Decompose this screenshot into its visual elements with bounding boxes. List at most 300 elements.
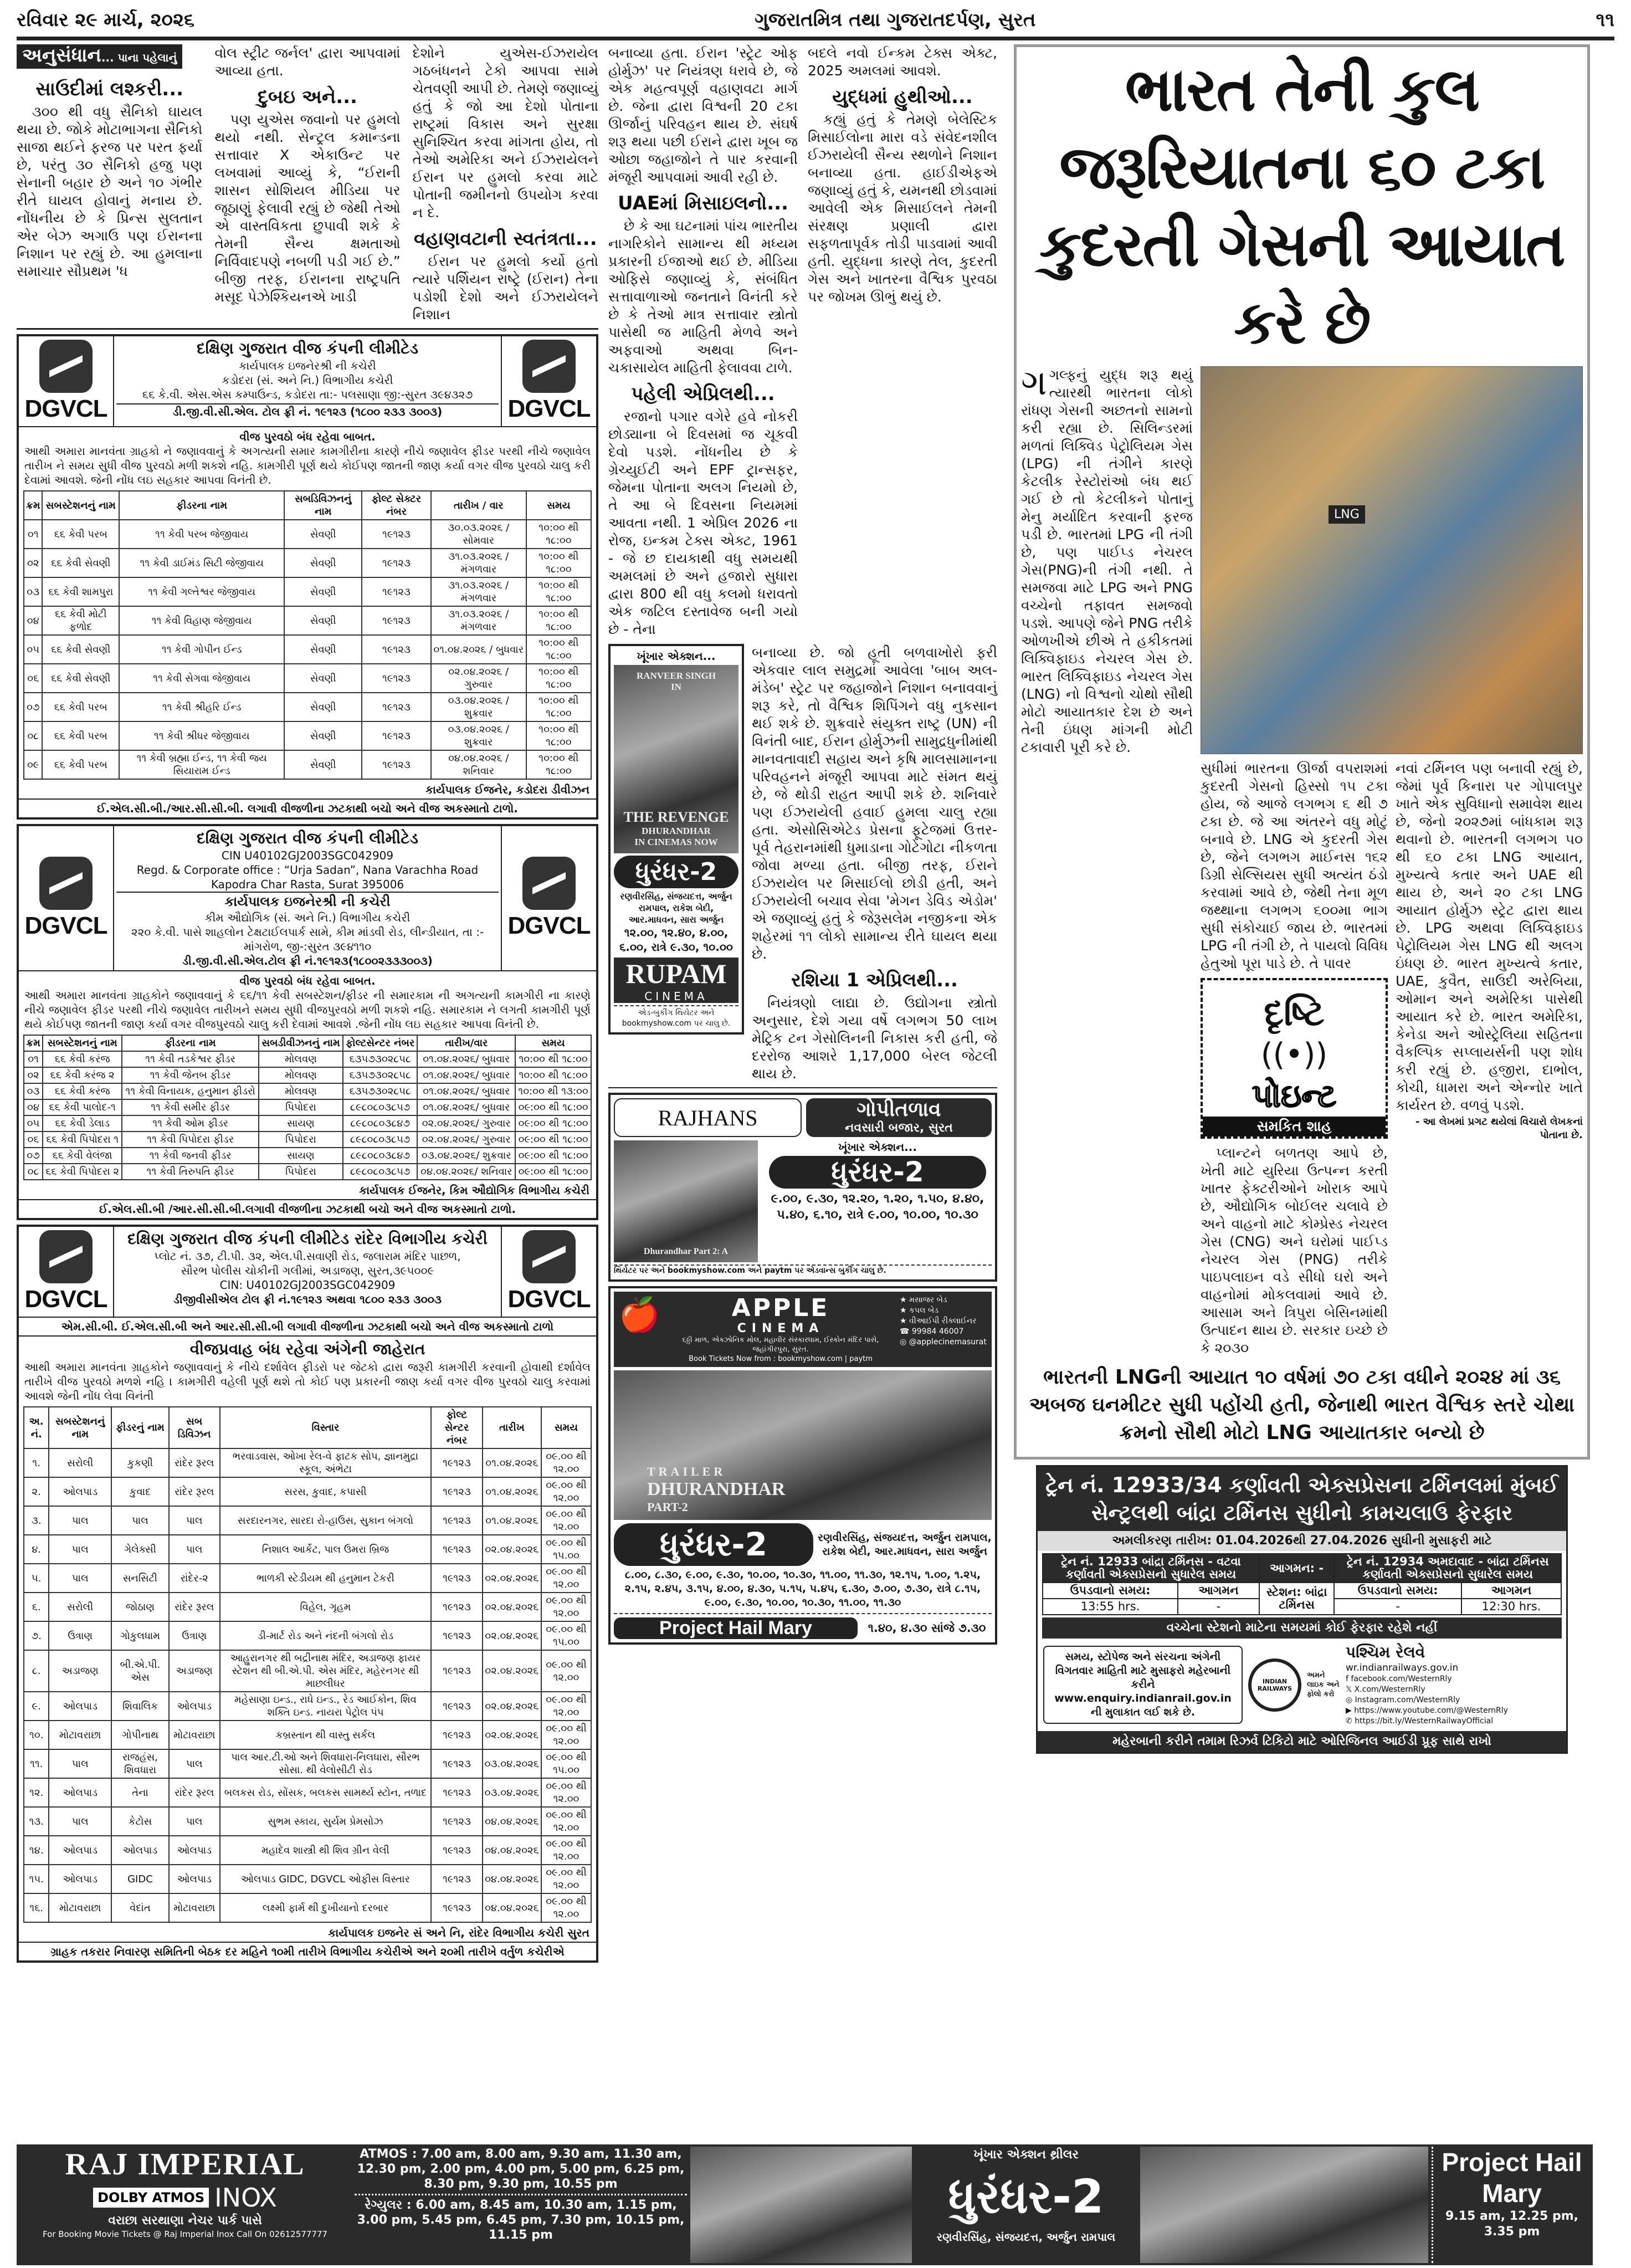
effective-dates: અમલીકરણ તારીખ: 01.04.2026થી 27.04.2026 સુધીની મુસાફરી માટે bbox=[1038, 1531, 1566, 1551]
indian-railways-emblem: INDIAN RAILWAYS bbox=[1248, 1658, 1301, 1712]
table-cell: જોઠાણ bbox=[111, 1593, 169, 1621]
table-cell: પાલ bbox=[169, 1749, 220, 1778]
war-article bbox=[608, 44, 997, 639]
section-heading: પહેલી એપ્રિલથી... bbox=[631, 383, 775, 405]
table-cell: ૦૮ bbox=[24, 721, 42, 750]
table-row bbox=[24, 721, 591, 750]
table-cell: ઓલપાડ bbox=[111, 1836, 169, 1865]
table-cell: ૧૯૧૨૩ bbox=[431, 1650, 482, 1692]
table-cell: ૦૭ bbox=[24, 1148, 43, 1164]
table-cell: ૩૦.૦૩.૨૦૨૬ / સોમવાર bbox=[431, 520, 526, 549]
table-cell: ૧૯૧૨૩ bbox=[431, 1893, 482, 1922]
table-cell: પાલ bbox=[49, 1807, 111, 1836]
table-row bbox=[24, 1564, 591, 1593]
table-cell: ૦૨.૦૪.૨૦૨૬ bbox=[483, 1692, 541, 1721]
table-cell: ઓલપાડ GIDC, DGVCL ઓફીસ વિસ્તાર bbox=[220, 1865, 432, 1893]
column-header: તારીખ bbox=[483, 1407, 541, 1448]
table-cell: ૦૬ bbox=[24, 664, 42, 693]
table-cell: શિવાલિક bbox=[111, 1692, 169, 1721]
notice-subject: વીજ પુરવઠો બંધ રહેવા બાબત. bbox=[239, 974, 376, 987]
table-cell: ૦૪.૦૪.૨૦૨૬ bbox=[483, 1865, 541, 1893]
column-header: ફોલ્ટ સેક્ટર નંબર bbox=[362, 491, 431, 520]
notice-title: ટ્રેન નં. 12933/34 કર્ણાવતી એક્સપ્રેસના ટર્મિનલમાં મુંબઈ સેન્ટ્રલથી બાંદ્રા ટર્મિનસ સુધીનો કામચલાઉ ફેરફાર bbox=[1038, 1467, 1566, 1531]
table-cell: ૧૧ કેવી તિરુપતિ ફીડર bbox=[122, 1164, 259, 1180]
table-cell: ૦૪.૦૪.૨૦૨૬ bbox=[483, 1807, 541, 1836]
table-cell: ૦૧.૦૪.૨૦૨૬ bbox=[483, 1477, 541, 1506]
paragraph: રજાનો પગાર વગેરે હવે નોકરી છોડ્યાના બે દિવસમાં જ ચૂકવી દેવો પડશે. નોંધનીય છે કે ગ્રેચ્યુઈટી અને EPF ટ્રાન્સફર, જેમના પોતાના અલગ નિયમો છે, તે આ બે દિવસના નિયમમાં આવતા નથી. 1 એપ્રિલ 2026 ના રોજ, ઇન્કમ ટેક્સ એક્ટ, 1961 - જે છ દાયકાથી વધુ સમયથી અમલમાં છે અને હજારો સુધારા દ્વારા 800 થી વધુ કલમો ધરાવતો એક જટિલ દસ્તાવેજ બની ગયો છે - તેના bbox=[608, 408, 798, 637]
table-cell: ૦૯.૦૦ થી ૧૨.૦૦ bbox=[541, 1477, 591, 1506]
table-cell: વેદાંત bbox=[111, 1893, 169, 1922]
table-cell: પિપોદરા bbox=[259, 1099, 343, 1115]
table-cell: ૩૧.૦૩.૨૦૨૬ / મંગળવાર bbox=[431, 577, 526, 606]
movie-poster bbox=[690, 2147, 912, 2263]
table-cell: ૦૧.૦૪.૨૦૨૬ bbox=[483, 1506, 541, 1535]
table-row bbox=[24, 1132, 591, 1148]
booking-info: Book Tickets Now from : bookmyshow.com | paytm bbox=[689, 1355, 873, 1363]
paragraph: ૩૦૦ થી વધુ સૈનિકો ઘાયલ થયા છે. જોકે મોટાભાગના સૈનિકો સાજા થઈને ફરજ પર પરત ફર્યા છે, પરંતુ ૩૦ સૈનિકો હજુ પણ સેનાની બહાર છે અને ૧૦ ગંભીર રીતે ઘાયલ હોવાનું મનાય છે. નોંધનીય છે કે પ્રિન્સ સુલતાન એર બેઝ અગાઉ પણ ઈરાનના નિશાન પર રહ્યું છે. આ હુમલાના સમાચાર સૌપ્રથમ 'ધ bbox=[17, 104, 203, 279]
table-cell: ૦૫ bbox=[24, 635, 42, 664]
table-cell: ભાળકી સ્ટેડીયમ થી હનુમાન ટેકરી bbox=[220, 1564, 432, 1593]
table-cell: પાલ bbox=[49, 1535, 111, 1564]
table-cell: ૦૫ bbox=[24, 1115, 43, 1132]
table-cell: ૧૦:૦૦ થી ૧૮:૦૦ bbox=[515, 1051, 591, 1067]
whatsapp-link[interactable]: ✆ https://bit.ly/WesternRailwayOfficial bbox=[1346, 1717, 1494, 1726]
table-cell: ૧૨. bbox=[24, 1778, 49, 1807]
column-header: ફોલ્ટસેન્ટર નંબર bbox=[343, 1035, 417, 1051]
safety-footer: ઈ.એલ.સી.બી./આર.સી.સી.બી. લગાવી વીજળીના ઝટકાથી બચો અને વીજ અકસ્માતો ટાળો. bbox=[19, 798, 596, 817]
table-cell: સેવણી bbox=[284, 664, 362, 693]
table-row bbox=[24, 1506, 591, 1535]
table-cell: ૦૨.૦૪.૨૦૨૬ bbox=[483, 1564, 541, 1593]
table-cell: ઓલપાડ bbox=[49, 1692, 111, 1721]
ad-tagline: ખૂંખાર એક્શન... bbox=[637, 649, 716, 663]
column-header: સમય bbox=[515, 1035, 591, 1051]
table-cell: ૦૪ bbox=[24, 606, 42, 635]
address: ૬૬ કે.વી. એસ.એસ કમ્પાઉન્ડ, કડોદરા તા:- પલસાણા જી:-સુરત ૩૯૪૩૨૭ bbox=[142, 388, 473, 401]
table-cell: ૦૯.૦૦ થી ૧૨.૦૦ bbox=[541, 1564, 591, 1593]
rajhans-logo: RAJHANS bbox=[614, 1098, 802, 1137]
table-cell: ૦૮ bbox=[24, 1164, 43, 1180]
continuation-tag: અનુસંધાન... પાના પહેલાનું bbox=[17, 44, 182, 69]
apple-cinema-ad: 🍎 APPLE CINEMA ૬ઠ્ઠી માળ, એક્ઝોનિક મોલ, મહાવીર સંસ્કારધામ, ઈસ્કોન મંદિર પાસે, જહાંગીરપુરા, સુરત. Book Tickets Now from : bookmyshow.com | paytm ★ મસાજર બેડ ★ કપલ બેડ ★ વીઆઈપી રીક્લાઈનર ☎ 99984 46007 ◎ @applecinemasurat TRAILER DHURANDHAR PART-2 ધુરંધર-2 રણવીરસિંહ, સંજયદત્ત, અર્જુન રામપાલ, રાકેશ બેદી, આર.માધવન, સારા અર્જુન ૮.૦૦, ૮.૩૦, ૯.૦૦, ૯.૩૦, ૧૦.૦૦, ૧૦.૩૦, ૧૧.૦૦, ૧૧.૩૦, ૧૨.૧૫, ૧.૦૦, ૧.૨૫, ૨.૧૫, ૨.૪૫, ૩.૧૫, ૪.૦૦, ૪.૩૦, ૫.૧૫, ૫.૪૫, ૬.૩૦, ૭.૦૦, ૭.૩૦, રાત્રે ૮.૧૫, ૯.૦૦, ૯.૩૦, ૧૦.૦૦, ૧૦.૩૦, ૧૧.૦૦, ૧૧.૩૦ Project Hail Mary ૧.૪૦, ૪.૩૦ સાંજે ૭.૩૦ bbox=[608, 1286, 997, 1645]
signatory: કાર્યપાલક ઈજનેર, કિમ ઔદ્યોગિક વિભાગીય કચેરી bbox=[359, 1184, 589, 1197]
column-header: ક્રમ bbox=[24, 491, 42, 520]
table-cell: ૬૬ કેવી પરબ bbox=[42, 520, 119, 549]
table-cell: ૦૪.૦૪.૨૦૨૬ / શનિવાર bbox=[431, 750, 526, 779]
table-cell: સરોલી bbox=[49, 1448, 111, 1477]
table-row bbox=[24, 635, 591, 664]
table-cell: બી.એ.પી. એસ bbox=[111, 1650, 169, 1692]
table-cell: સાયણ bbox=[259, 1115, 343, 1132]
table-cell: તેના bbox=[111, 1778, 169, 1807]
table-cell: ૦૨.૦૪.૨૦૨૬ bbox=[483, 1535, 541, 1564]
address-2: સૌરભ પોલીસ ચોકીની ગલીમાં, અડાજણ, સુરત,૩૯૫૦૦૯ bbox=[181, 1264, 434, 1277]
column-header: તારીખ / વાર bbox=[431, 491, 526, 520]
cast: રણવીરસિંહ, સંજયદત્ત, અર્જુન રામપાલ, રાકેશ બેદી, આર.માધવન, સારા અર્જુન bbox=[818, 1531, 992, 1558]
table-cell: ૦૯.૦૦ થી ૧૨.૦૦ bbox=[541, 1692, 591, 1721]
table-cell: ૦૯.૦૦ થી ૧૨.૦૦ bbox=[541, 1807, 591, 1836]
table-cell: ૧૯૧૨૩ bbox=[431, 1535, 482, 1564]
table-row bbox=[24, 1115, 591, 1132]
enquiry-info: સમય, સ્ટોપેજ અને સંરચના અંગેની વિગતવાર માહિતી માટે મુસાફરો મહેરબાની કરીને www.enquiry.indianrail.gov.in ની મુલાકાત લઈ શકે છે. bbox=[1043, 1646, 1243, 1724]
table-row bbox=[24, 1051, 591, 1067]
table-row bbox=[24, 750, 591, 779]
table-cell: સેવણી bbox=[284, 693, 362, 721]
instagram-link[interactable]: ◎ Instagram.com/WesternRly bbox=[1346, 1696, 1460, 1704]
drop-cap: ગ bbox=[1021, 362, 1047, 403]
section-heading: સાઉદીમાં લશ્કરી... bbox=[35, 78, 184, 100]
table-cell: ૨. bbox=[24, 1477, 49, 1506]
table-cell: પાલ bbox=[111, 1506, 169, 1535]
table-cell: ઓલપાડ bbox=[49, 1477, 111, 1506]
division-name: કડોદરા (સં. અને નિ.) વિભાગીય કચેરી bbox=[222, 373, 393, 387]
column-header: સબડિવિઝનનું નામ bbox=[284, 491, 362, 520]
column-header: સબસ્ટેશનનું નામ bbox=[49, 1407, 111, 1448]
continuation-col-2 bbox=[214, 44, 400, 325]
table-row bbox=[24, 1164, 591, 1180]
table-cell: ૦૬ bbox=[24, 1132, 43, 1148]
table-cell: ૧૯૧૨૩ bbox=[431, 1749, 482, 1778]
table-cell: ઓલપાડ bbox=[169, 1692, 220, 1721]
table-cell: કુકણી bbox=[111, 1448, 169, 1477]
table-cell: ૦૯.૦૦ થી ૧૨.૦૦ bbox=[541, 1593, 591, 1621]
notice-body: આથી અમારા માનવંતા ગ્રાહકો ને જણાવવાનું કે અગત્યની સમાર કામગીરીના કારણે નીચે જણાવેલ ફીડર પરથી નીચે જણાવેલ તારીખ ને સમય સુધી વીજ પુરવઠો મળી શકશે નહિ. કામગીરી પૂર્ણ થયે કોઈપણ જાતની જાણ કર્યા વગર વીજ પુરવઠો ચાલુ કરી દેવામાં આવશે. જેની નોંધ લઇ સહકાર આપવા વિનંતી છે. bbox=[24, 444, 591, 487]
table-cell: ૭. bbox=[24, 1621, 49, 1650]
table-cell: ૩. bbox=[24, 1506, 49, 1535]
feature-intro bbox=[1021, 362, 1193, 1358]
column-header: સમય bbox=[526, 491, 591, 520]
notice-subject: વીજ પુરવઠો બંધ રહેવા બાબત. bbox=[239, 430, 376, 443]
table-row bbox=[24, 1650, 591, 1692]
movie-title: ધુરંધર-2 bbox=[769, 1156, 986, 1189]
table-cell: ૧૦:૦૦ થી ૧૮:૦૦ bbox=[526, 577, 591, 606]
table-cell: ૦૯.૦૦ થી ૧૨.૦૦ bbox=[541, 1506, 591, 1535]
table-cell: મોટાવરાછા bbox=[49, 1893, 111, 1922]
table-cell: આહુરાનગર થી બદ્રીનાથ મંદિર, અડાજણ ફાયર સ્ટેશન થી બી.એ.પી. એસ મંદિર, મહેરનગર થી માછલીઘર bbox=[220, 1650, 432, 1692]
column-header: ફીડરના નામ bbox=[122, 1035, 259, 1051]
table-cell: ૦૨.૦૪.૨૦૨૬/ ગુરુવાર bbox=[417, 1132, 515, 1148]
table-cell: ૮૯૮૦૮૦૩૮૪૭ bbox=[343, 1115, 417, 1132]
id-proof-footer: મહેરબાની કરીને તમામ રિઝર્વ ટિકિટો માટે ઓરિજિનલ આઈડી પ્રૂફ સાથે રાખો bbox=[1038, 1731, 1566, 1752]
table-cell: પાલ bbox=[49, 1749, 111, 1778]
dgvcl-logo: DGVCL bbox=[19, 336, 113, 426]
table-cell: પાલ આર.ટી.ઓ અને શિવધારા-નિલધારા, સૌરભ સોસા. થી વેલોસીટી રોડ bbox=[220, 1749, 432, 1778]
table-cell: ૦૨.૦૪.૨૦૨૬ bbox=[483, 1650, 541, 1692]
paragraph: પણ યુએસ જવાનો પર હુમલો થયો નથી. સેન્ટ્રલ કમાન્ડના સત્તાવાર X એકાઉન્ટ પર લખવામાં આવ્યું કે, “ઈરાની શાસન સોશિયલ મીડિયા પર જૂઠાણું ફેલાવી રહ્યું છે જેથી તેઓ એ વાસ્તવિકતા છુપાવી શકે કે તેમની સૈન્ય ક્ષમતાઓ નિર્વિવાદપણે નબળી પડી ગઈ છે.” બીજી તરફ, ઈરાનના રાષ્ટ્રપતિ મસૂદ પેઝેશ્કિયનએ ખાડી bbox=[214, 111, 401, 305]
company-name: દક્ષિણ ગુજરાત વીજ કંપની લીમીટેડ bbox=[197, 339, 418, 357]
table-row bbox=[24, 1099, 591, 1115]
table-cell: ૧૧ કેવી બ્રહ્મા ઈન્ડ, ૧૧ કેવી જય સિયારામ ઈન્ડ bbox=[119, 750, 284, 779]
continuation-col-3 bbox=[413, 44, 598, 325]
table-cell: ગોકુલધામ bbox=[111, 1621, 169, 1650]
table-row bbox=[24, 1067, 591, 1083]
signatory: કાર્યપાલક ઈજનેર, કડોદરા ડીવીઝન bbox=[425, 783, 589, 796]
table-cell: ૬૬ કેવી કરંજ ૨ bbox=[43, 1067, 122, 1083]
paragraph: બનાવ્યા છે. જો હૂતી બળવાખોરો ફરી એકવાર લાલ સમુદ્રમાં આવેલા 'બાબ અલ-મંડેબ' સ્ટ્રેટ પર જહાજોને નિશાન બનાવવાનું શરૂ કરે, તો વૈશ્વિક શિપિંગને વધુ નુકસાન થઈ શકે છે. શુક્રવારે સંયુક્ત રાષ્ટ્ર (UN) ની વિનંતી બાદ, ઈરાન હોર્મુઝની સામુદ્રધુનીમાંથી માનવતાવાદી સહાય અને કૃષિ માલસામાનના પરિવહનને મંજૂરી આપવા માટે સંમત થયું છે, જે થોડી રાહત આપી શકે છે. શનિવારે પણ ઈઝરાયેલી હવાઈ હુમલા ચાલુ રહ્યા હતા. એસોસિએટેડ પ્રેસના ફૂટેજમાં ઉત્તર-પૂર્વ તેહરાનમાંથી ધુમાડાના ગોટેગોટા નીકળતા જોવા મળ્યા હતા. બીજી તરફ, ઈરાને ઈઝરાયેલ પર મિસાઈલો છોડી હતી, અને ઈઝરાયેલી બચાવ સેવા 'મેગન ડેવિડ એડોમ' એ જણાવ્યું હતું કે જેરૂસલેમ નજીકના એક શહેરમાં ૧૧ લોકો સામાન્ય રીતે ઘાયલ થયા છે. bbox=[752, 644, 997, 962]
table-cell: મોલવણ bbox=[259, 1051, 343, 1067]
column-header: સબ ડિવિઝન bbox=[169, 1407, 220, 1448]
table-cell: ૧૧ કેવી પિપોદરા ફીડર bbox=[122, 1132, 259, 1148]
table-row bbox=[24, 1749, 591, 1778]
table-cell: ૧૦. bbox=[24, 1721, 49, 1749]
table-cell: ૧૯૧૨૩ bbox=[362, 520, 431, 549]
table-cell: ૬૬ કેવી સેવણી bbox=[42, 549, 119, 577]
table-cell: ૧૧ કેવી ડાઈમંડ સિટી જેજીવાય bbox=[119, 549, 284, 577]
table-row bbox=[24, 520, 591, 549]
dgvcl-logo: DGVCL bbox=[502, 826, 596, 970]
table-cell: ૧૧ કેવી સમીર ફીડર bbox=[122, 1099, 259, 1115]
table-row bbox=[24, 664, 591, 693]
office-name: કાર્યપાલક ઇજનેરશ્રી ની કચેરી bbox=[239, 359, 376, 372]
table-cell: ૦૨.૦૪.૨૦૨૬/ ગુરુવાર bbox=[417, 1115, 515, 1132]
table-row bbox=[24, 1083, 591, 1099]
table-header-row bbox=[24, 491, 591, 520]
table-cell: ભરવાડવાસ, ઓખા રેલ-વે ફાટક સોપ, જ્ઞાનમુદ્રા સ્કૂલ, અંભેટા bbox=[220, 1448, 432, 1477]
x-link[interactable]: 𝕏 X.com/WesternRly bbox=[1346, 1685, 1425, 1694]
table-cell: ૧૯૧૨૩ bbox=[431, 1836, 482, 1865]
table-cell: મહેસાણા ઇન્ડ., રાધે ઇન્ડ., રેડ આઈકોન, શિવ શક્તિ ઇન્ડ. નાયરા પેટ્રોલ પંપ bbox=[220, 1692, 432, 1721]
division-name: કીમ ઔદ્યોગિક (સં. અને નિ.) વિભાગીય કચેરી bbox=[204, 911, 411, 924]
table-cell: ૦૧ bbox=[24, 520, 42, 549]
table-cell: ઓલપાડ bbox=[49, 1865, 111, 1893]
table-cell: ૦૧.૦૪.૨૦૨૬/ બુધવાર bbox=[417, 1099, 515, 1115]
table-cell: ૧૧ કેવી પરબ જેજીવાય bbox=[119, 520, 284, 549]
table-cell: ઉત્રાણ bbox=[169, 1621, 220, 1650]
raj-imperial-ad: RAJ IMPERIAL DOLBY ATMOS INOX વરાછા સરથાણા નેચર પાર્ક પાસે For Booking Movie Tickets @ Raj Imperial Inox Call On 02612577777 ATMOS : 7.00 am, 8.00 am, 9.30 am, 11.30 am, 12.30 pm, 2.00 pm, 4.00 pm, 5.00 pm, 6.25 pm, 8.30 pm, 9.30 pm, 10.55 pm રેગ્યુલર : 6.00 am, 8.45 am, 10.30 am, 1.15 pm, 3.00 pm, 5.45 pm, 6.45 pm, 7.30 pm, 10.15 pm, 11.15 pm ખૂંખાર એક્શન થ્રીલર ધુરંધર-2 રણવીરસિંહ, સંજયદત્ત, અર્જુન રામપાલ Project Hail Mary 9.15 am, 12.25 pm, 3.35 pm bbox=[17, 2144, 1593, 2265]
table-cell: ૦૯:૦૦ થી ૧૮:૦૦ bbox=[515, 1164, 591, 1180]
paragraph: બદલે નવો ઈન્કમ ટેક્સ એક્ટ, 2025 અમલમાં આવશે. bbox=[808, 45, 997, 79]
address: પ્લોટ નં. ૩૭, ટી.પી. ૩૨, એલ.પી.સવાણી રોડ, જલારામ મંદિર પાછળ, bbox=[154, 1250, 461, 1263]
table-cell: ૧૬. bbox=[24, 1893, 49, 1922]
table-cell: ૬૩૫૭૩૦૨૮૫૮ bbox=[343, 1083, 417, 1099]
table-cell: સનસિટી bbox=[111, 1564, 169, 1593]
table-cell: ૧૫. bbox=[24, 1865, 49, 1893]
table-cell: પાલ bbox=[169, 1807, 220, 1836]
columnist-name: સમકિત શાહ bbox=[1203, 1117, 1386, 1136]
table-cell: મહાદેવ શાસ્ત્રી થી શિવ ગ્રીન વેલી bbox=[220, 1836, 432, 1865]
table-cell: ૦૩ bbox=[24, 577, 42, 606]
table-cell: ૮. bbox=[24, 1650, 49, 1692]
table-cell: ૮૯૮૦૮૦૩૮૫૭ bbox=[343, 1099, 417, 1115]
table-row bbox=[24, 1621, 591, 1650]
table-cell: ૧૪. bbox=[24, 1836, 49, 1865]
booking-info: એડ-બુકીંગ થિયેટર અને bookmyshow.com પર ચાલુ છે. bbox=[614, 1005, 738, 1029]
table-cell: ૦૯.૦૦ થી ૧૫.૦૦ bbox=[541, 1749, 591, 1778]
table-cell: નિશાલ આર્કેટ, પાલ ઉમરા બ્રિજ bbox=[220, 1535, 432, 1564]
table-row bbox=[24, 1692, 591, 1721]
table-cell: ૧૯૧૨૩ bbox=[431, 1593, 482, 1621]
table-cell: ૦૪.૦૪.૨૦૨૬/ શનિવાર bbox=[417, 1164, 515, 1180]
table-cell: ૧૯૧૨૩ bbox=[431, 1564, 482, 1593]
table-row bbox=[24, 1477, 591, 1506]
cinema-logo: RUPAM bbox=[614, 958, 738, 990]
table-cell: ૬૬ કેવી કરંજ bbox=[43, 1083, 122, 1099]
table-cell: ૧૦:૦૦ થી ૧૮:૦૦ bbox=[526, 549, 591, 577]
table-cell: ૦૧.૦૪.૨૦૨૬/ બુધવાર bbox=[417, 1083, 515, 1099]
booking-info: થિયેટર પર અને bookmyshow.com અને paytm પર એડવાન્સ બુકીંગ ચાલુ છે. bbox=[614, 1264, 992, 1276]
table-cell: ૧૧ કેવી વિહાણ જેજીવાય bbox=[119, 606, 284, 635]
lightning-icon bbox=[39, 340, 93, 393]
article-col-2 bbox=[808, 44, 997, 639]
table-cell: ઓલપાડ bbox=[49, 1778, 111, 1807]
raj-imperial-logo: RAJ IMPERIAL bbox=[65, 2147, 305, 2182]
table-cell: સેવણી bbox=[284, 520, 362, 549]
table-cell: ૫. bbox=[24, 1564, 49, 1593]
table-cell: ૧૯૧૨૩ bbox=[431, 1692, 482, 1721]
feature-headline: ભારત તેની કુલ જરૂરિયાતના ૬૦ ટકા કુદરતી ગેસની આયાત કરે છે bbox=[1039, 55, 1565, 357]
facebook-link[interactable]: f facebook.com/WesternRly bbox=[1346, 1675, 1452, 1683]
table-cell: મોટાવરાછા bbox=[169, 1893, 220, 1922]
column-header: સબડીવીઝનનું નામ bbox=[259, 1035, 343, 1051]
table-header-row bbox=[24, 1035, 591, 1051]
broadcast-waves-icon: ((•)) bbox=[1260, 1037, 1328, 1073]
column-header: ફીડરના નામ bbox=[119, 491, 284, 520]
table-cell: મોલવણ bbox=[259, 1083, 343, 1099]
table-row bbox=[24, 693, 591, 721]
table-cell: ૧૦:૦૦ થી ૧૮:૦૦ bbox=[526, 750, 591, 779]
table-cell: ૦૨ bbox=[24, 549, 42, 577]
table-cell: ૧૦:૦૦ થી ૧૮:૦૦ bbox=[526, 693, 591, 721]
table-cell: ૦૯.૦૦ થી ૧૫.૦૦ bbox=[541, 1535, 591, 1564]
regular-showtimes: રેગ્યુલર : 6.00 am, 8.45 am, 10.30 am, 1.15 pm, 3.00 pm, 5.45 pm, 6.45 pm, 7.30 pm, 10.15 pm, 11.15 pm bbox=[355, 2194, 687, 2243]
column-header: તારીખ/વાર bbox=[417, 1035, 515, 1051]
table-cell: કુવાદ bbox=[111, 1477, 169, 1506]
section-heading: દુબઇ અને... bbox=[258, 86, 357, 108]
movie-title-2: Project Hail Mary bbox=[1442, 2148, 1582, 2208]
section-heading: UAEમાં મિસાઇલનો... bbox=[618, 192, 788, 214]
column-header: સબસ્ટેશનનું નામ bbox=[42, 491, 119, 520]
table-cell: ૧૧ કેવી જેનબ ફીડર bbox=[122, 1067, 259, 1083]
table-cell: ૧૧. bbox=[24, 1749, 49, 1778]
article-col-1 bbox=[608, 44, 798, 639]
table-cell: મોલવણ bbox=[259, 1067, 343, 1083]
grievance-footer: ગ્રાહક તકરાર નિવારણ સમિતિની બેઠક દર મહિને ૧૦મી તારીખે વિભાગીય કચેરીએ અને ૨૦મી તારીખે વર્તુળ કચેરીએ bbox=[19, 1942, 596, 1960]
right-column bbox=[1014, 44, 1590, 1754]
lightning-icon bbox=[39, 1230, 93, 1283]
table-cell: સેવણી bbox=[284, 721, 362, 750]
signatory: કાર્યપાલક ઇજનેર સં અને નિ, રાંદેર વિભાગીય કચેરી સુરત bbox=[328, 1926, 589, 1939]
table-cell: ઉત્રાણ bbox=[49, 1621, 111, 1650]
paragraph: વોલ સ્ટ્રીટ જર્નલ' દ્વારા આપવામાં આવ્યા હતા. bbox=[214, 45, 401, 79]
table-row bbox=[24, 1778, 591, 1807]
table-cell: ૦૯.૦૦ થી ૧૨.૦૦ bbox=[541, 1865, 591, 1893]
table-cell: ૦૯.૦૦ થી ૧૨.૦૦ bbox=[541, 1721, 591, 1749]
table-cell: ૧૦:૦૦ થી ૧૮:૦૦ bbox=[526, 606, 591, 635]
office-name: કાર્યપાલક ઇજનેરશ્રી ની કચેરી bbox=[116, 892, 499, 910]
paragraph: ગગલ્ફનું યુદ્ધ શરૂ થયું ત્યારથી ભારતના લોકો રાંધણ ગેસની અછતનો સામનો કરી રહ્યા છે. સિલિન્ડરમાં મળતાં લિક્વિડ પેટ્રોલિયમ ગેસ (LPG) ની તંગીને કારણે કેટલીક રેસ્ટોરાંઓ બંધ થઈ ગઈ છે તો કેટલીકને પોતાનું મેનુ મર્યાદિત કરવાની ફરજ પડી છે. ભારતમાં LPG ની તંગી છે, પણ પાઈપ્ડ નેચરલ ગેસ(PNG)ની તંગી નથી. તે સમજવા માટે LPG અને PNG વચ્ચેનો તફાવત સમજવો પડશે. આપણે જેને PNG તરીકે ઓળખીએ છીએ તે હકીકતમાં લિક્વિફાઇડ નેચરલ ગેસ છે. ભારત લિક્વિફાઇડ નેચરલ ગેસ (LNG) નો વિશ્વનો ચોથો સૌથી મોટો આયાતકાર દેશ છે અને તેની ઇંધણ માંગની મોટી ટકાવારી પૂરી કરે છે. bbox=[1021, 362, 1193, 755]
lightning-icon bbox=[39, 857, 93, 910]
table-cell: ૦૨.૦૪.૨૦૨૬ bbox=[483, 1621, 541, 1650]
table-cell: કબ્રસ્તાન થી વાસ્તુ સર્કલ bbox=[220, 1721, 432, 1749]
showtimes-2: 9.15 am, 12.25 pm, 3.35 pm bbox=[1445, 2209, 1578, 2239]
table-cell: રાંદેર રૂરલ bbox=[169, 1778, 220, 1807]
movie-title: ધુરંધર-2 bbox=[948, 2169, 1104, 2224]
notice-body: આથી અમારા માનવંતા ગ્રાહકોને જણાવવાનું કે નીચે દર્શાવેલ ફીડરો પર જેટકો દ્વારા જરૂરી કામગીરી કરવાની હોવાથી દર્શાવેલ તારીખે વીજ પુરવઠો મળશે નહિ । કામગીરી વહેલી પૂર્ણ થશે તો કોઈ પણ પ્રકારની જાણ કર્યા વગર વીજ પુરવઠો ચાલુ કરવામાં આવશે જેની નોંધ લેવા વિનંતી bbox=[24, 1360, 591, 1402]
table-cell: કેટોસ bbox=[111, 1807, 169, 1836]
table-cell: રાંદેર રૂરલ bbox=[169, 1593, 220, 1621]
table-cell: ૮૯૮૦૮૦૩૮૫૭ bbox=[343, 1132, 417, 1148]
table-cell: ૧૩. bbox=[24, 1807, 49, 1836]
table-cell: ૩૧.૦૩.૨૦૨૬ / મંગળવાર bbox=[431, 549, 526, 577]
table-cell: ૧૧ કેવી ગલ્તેશ્વર જેજીવાય bbox=[119, 577, 284, 606]
table-cell: ૧૯૧૨૩ bbox=[431, 1778, 482, 1807]
table-cell: ૦૯.૦૦ થી ૧૨.૦૦ bbox=[541, 1448, 591, 1477]
disclaimer: - આ લેખમાં પ્રગટ થયેલાં વિચારો લેખકનાં પોતાના છે. bbox=[1415, 1116, 1583, 1141]
table-cell: ૧૦:૦૦ થી ૧૮:૦૦ bbox=[526, 664, 591, 693]
table-row bbox=[24, 1148, 591, 1164]
website-link[interactable]: wr.indianrailways.gov.in bbox=[1346, 1662, 1459, 1673]
table-cell: ૬૬ કેવી સેવણી bbox=[42, 664, 119, 693]
column-header: સમય bbox=[541, 1407, 591, 1448]
dgvcl-notice-kadodara bbox=[17, 334, 598, 820]
table-cell: ૬૬ કેવી સેવણી bbox=[42, 635, 119, 664]
table-row bbox=[24, 549, 591, 577]
table-cell: ૧૯૧૨૩ bbox=[362, 577, 431, 606]
movie-title: ધુરંધર-2 bbox=[614, 856, 738, 888]
booking-info: For Booking Movie Tickets @ Raj Imperial Inox Call On 02612577777 bbox=[43, 2229, 327, 2239]
table-cell: ૮૯૮૦૮૦૩૮૫૭ bbox=[343, 1164, 417, 1180]
table-cell: ૧૦:૦૦ થી ૧૮:૦૦ bbox=[526, 520, 591, 549]
table-cell: ૦૯:૦૦ થી ૧૮:૦૦ bbox=[515, 1132, 591, 1148]
feature-article bbox=[1014, 44, 1590, 1460]
table-cell: ૦૯.૦૦ થી ૧૨.૦૦ bbox=[541, 1836, 591, 1865]
showtimes: ૯.૦૦, ૯.૩૦, ૧૨.૨૦, ૧.૨૦, ૧.૫૦, ૪.૪૦, ૫.૪૦, ૬.૧૦, રાત્રે ૯.૦૦, ૧૦.૦૦, ૧૦.૩૦ bbox=[771, 1192, 984, 1222]
note-banner: વચ્ચેના સ્ટેશનો માટેના સમયમાં કોઈ ફેરફાર રહેશે નહીં bbox=[1042, 1617, 1562, 1639]
table-cell: ૧૯૧૨૩ bbox=[431, 1448, 482, 1477]
table-cell: મોટાવરાછા bbox=[169, 1721, 220, 1749]
table-cell: સેવણી bbox=[284, 750, 362, 779]
showtimes-2: ૧.૪૦, ૪.૩૦ સાંજે ૭.૩૦ bbox=[868, 1621, 986, 1635]
railway-name: પશ્ચિમ રેલવે bbox=[1346, 1643, 1425, 1661]
table-cell: પાલ bbox=[49, 1506, 111, 1535]
table-cell: ૧૯૧૨૩ bbox=[431, 1506, 482, 1535]
table-cell: ૧૦:૦૦ થી ૧૮:૦૦ bbox=[526, 721, 591, 750]
continuation-section bbox=[17, 44, 598, 330]
middle-column bbox=[608, 44, 997, 1645]
table-cell: ઓલપાડ bbox=[169, 1836, 220, 1865]
location: વરાછા સરથાણા નેચર પાર્ક પાસે bbox=[108, 2214, 262, 2228]
table-cell: ૧૯૧૨૩ bbox=[362, 664, 431, 693]
atmos-showtimes: ATMOS : 7.00 am, 8.00 am, 9.30 am, 11.30 am, 12.30 pm, 2.00 pm, 4.00 pm, 5.00 pm, 6.25 pm, 8.30 pm, 9.30 pm, 10.55 pm bbox=[357, 2147, 685, 2191]
showtimes: ૧૨.૦૦, ૧૨.૪૦, ૪.૦૦, ૬.૦૦, રાત્રે ૯.૩૦, ૧૦.૦૦ bbox=[619, 926, 733, 954]
dolby-atmos-logo: DOLBY ATMOS bbox=[93, 2188, 209, 2208]
inox-logo: INOX bbox=[214, 2183, 277, 2213]
column-header: ફોલ્ટ સેન્ટર નંબર bbox=[431, 1407, 482, 1448]
table-cell: સાયણ bbox=[259, 1148, 343, 1164]
feature-callout: ભારતની LNGની આયાત ૧૦ વર્ષમાં ૭૦ ટકા વધીને ૨૦૨૪ માં ૩૬ અબજ ઘનમીટર સુધી પહોંચી હતી, જેનાથી ભારત વૈશ્વિક સ્તરે ચોથા ક્રમનો સૌથી મોટો LNG આયાતકાર બન્યો છે bbox=[1029, 1366, 1575, 1444]
feature-col-2 bbox=[1201, 760, 1388, 1358]
paragraph: નિયંત્રણો લાદ્યા છે. ઉદ્યોગના સ્ત્રોતો અનુસાર, દેશે ગયા વર્ષે લગભગ 50 લાખ મેટ્રિક ટન ગેસોલિનની નિકાસ કરી હતી, જે દરરોજ આશરે 1,17,000 બેરલ જેટલી થાય છે. bbox=[752, 995, 997, 1082]
dgvcl-logo: DGVCL bbox=[19, 826, 113, 970]
table-cell: મોટાવરાછા bbox=[49, 1721, 111, 1749]
table-row bbox=[24, 1448, 591, 1477]
table-cell: ૦૧.૦૪.૨૦૨૬/ બુધવાર bbox=[417, 1051, 515, 1067]
table-cell: ૦૯.૦૦ થી ૧૫.૦૦ bbox=[541, 1621, 591, 1650]
regd-office-2: Kapodra Char Rasta, Surat 395006 bbox=[211, 878, 404, 891]
tollfree: ડી.જી.વી.સી.એલ. ટોલ ફ્રી નં. ૧૯૧૨૩ (૧૮૦૦ ૨૩૩ ૩૦૦૩) bbox=[116, 403, 499, 419]
feature-illustration bbox=[1201, 366, 1583, 754]
table-cell: ૧૯૧૨૩ bbox=[431, 1865, 482, 1893]
table-row bbox=[24, 1807, 591, 1836]
left-column bbox=[17, 44, 598, 1963]
dgvcl-notice-rander bbox=[17, 1225, 598, 1963]
table-cell: ગોપીનાથ bbox=[111, 1721, 169, 1749]
column-header: ફીડરનું નામ bbox=[111, 1407, 169, 1448]
table-cell: ૦૩.૦૪.૨૦૨૬/ શુક્રવાર bbox=[417, 1148, 515, 1164]
dgvcl-logo: DGVCL bbox=[502, 1227, 596, 1317]
youtube-link[interactable]: ▶ https://www.youtube.com/@WesternRly bbox=[1346, 1706, 1508, 1715]
table-cell: ૬૬ કેવી કરંજ bbox=[43, 1051, 122, 1067]
